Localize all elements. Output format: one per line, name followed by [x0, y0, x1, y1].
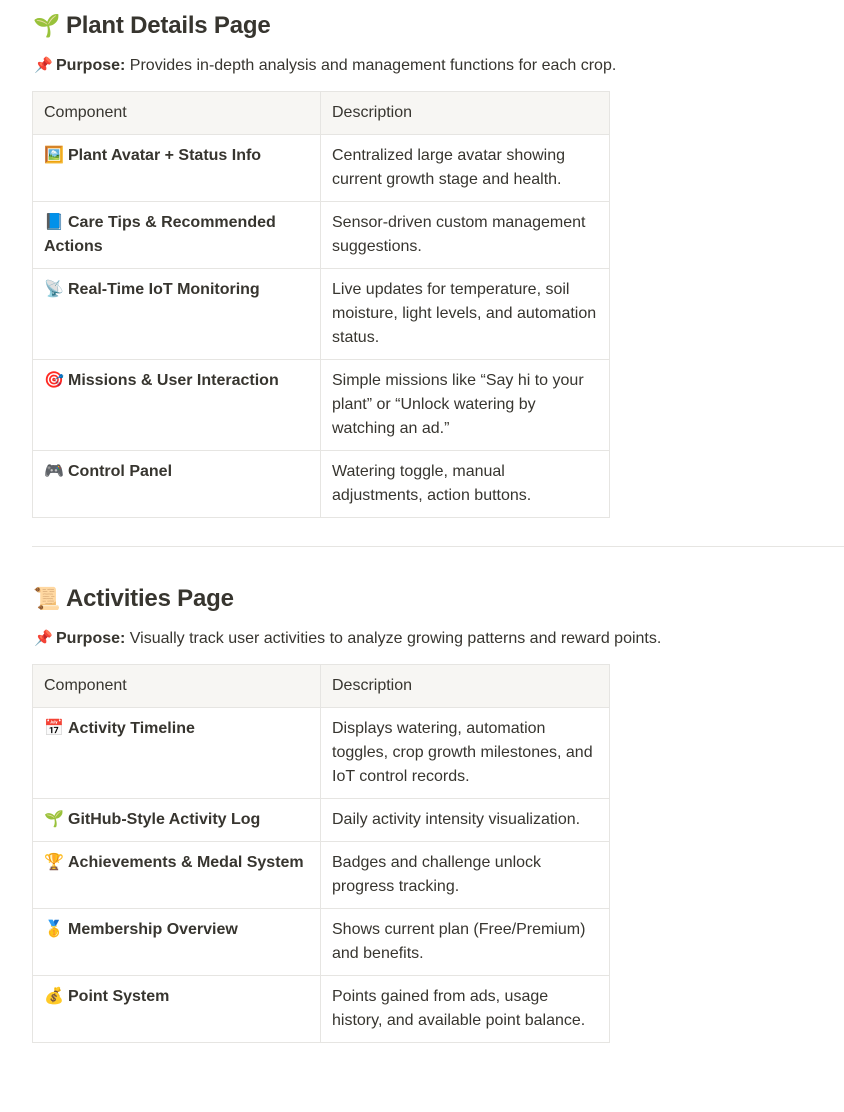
- framed-picture-icon: 🖼️: [44, 147, 64, 164]
- pushpin-icon: 📌: [34, 630, 53, 647]
- component-name: Membership Overview: [68, 921, 238, 938]
- gold-medal-icon: 🥇: [44, 921, 64, 938]
- purpose-label: Purpose:: [56, 630, 126, 647]
- description-cell: Points gained from ads, usage history, and available point balance.: [321, 976, 610, 1043]
- component-name: Care Tips & Recommended Actions: [44, 214, 276, 255]
- purpose-line: [32, 54, 844, 78]
- component-name: Activity Timeline: [68, 720, 195, 737]
- table-row: [33, 202, 610, 269]
- component-cell: [33, 135, 321, 202]
- section-title: Plant Details Page: [66, 12, 271, 39]
- seedling-icon: 🌱: [44, 811, 64, 828]
- satellite-antenna-icon: 📡: [44, 281, 64, 298]
- description-cell: Shows current plan (Free/Premium) and benefits.: [321, 909, 610, 976]
- column-header-component: Component: [33, 665, 321, 708]
- component-cell: [33, 842, 321, 909]
- description-cell: Badges and challenge unlock progress tracking.: [321, 842, 610, 909]
- seedling-icon: 🌱: [33, 13, 61, 38]
- blue-book-icon: 📘: [44, 214, 64, 231]
- component-cell: [33, 269, 321, 360]
- component-name: Missions & User Interaction: [68, 372, 279, 389]
- table-header-row: [33, 92, 610, 135]
- table-row: [33, 909, 610, 976]
- trophy-icon: 🏆: [44, 854, 64, 871]
- column-header-component: Component: [33, 92, 321, 135]
- section-heading: [33, 581, 844, 617]
- section-heading: [33, 8, 844, 44]
- components-table: [32, 664, 610, 1043]
- description-cell: Daily activity intensity visualization.: [321, 799, 610, 842]
- table-row: [33, 451, 610, 518]
- component-name: Control Panel: [68, 463, 173, 480]
- description-cell: Live updates for temperature, soil moisture, light levels, and automation status.: [321, 269, 610, 360]
- table-row: [33, 269, 610, 360]
- description-cell: Simple missions like “Say hi to your plant” or “Unlock watering by watching an ad.”: [321, 360, 610, 451]
- description-cell: Sensor-driven custom management suggestions.: [321, 202, 610, 269]
- section-title: Activities Page: [66, 585, 234, 612]
- game-controller-icon: 🎮: [44, 463, 64, 480]
- section-divider: [32, 546, 844, 547]
- purpose-text: Visually track user activities to analyze growing patterns and reward points.: [125, 630, 662, 647]
- pushpin-icon: 📌: [34, 57, 53, 74]
- description-cell: Displays watering, automation toggles, crop growth milestones, and IoT control records.: [321, 708, 610, 799]
- description-cell: Watering toggle, manual adjustments, action buttons.: [321, 451, 610, 518]
- calendar-icon: 📅: [44, 720, 64, 737]
- component-name: Point System: [68, 988, 170, 1005]
- table-row: [33, 976, 610, 1043]
- component-name: Achievements & Medal System: [68, 854, 304, 871]
- description-cell: Centralized large avatar showing current growth stage and health.: [321, 135, 610, 202]
- table-row: [33, 135, 610, 202]
- table-row: [33, 799, 610, 842]
- purpose-label: Purpose:: [56, 57, 126, 74]
- table-row: [33, 708, 610, 799]
- component-cell: [33, 976, 321, 1043]
- table-header-row: [33, 665, 610, 708]
- purpose-text: Provides in-depth analysis and management functions for each crop.: [125, 57, 617, 74]
- money-bag-icon: 💰: [44, 988, 64, 1005]
- plant-details-section: [32, 8, 844, 518]
- purpose-line: [32, 627, 844, 651]
- component-cell: [33, 799, 321, 842]
- component-cell: [33, 708, 321, 799]
- component-cell: [33, 202, 321, 269]
- component-cell: [33, 451, 321, 518]
- component-cell: [33, 909, 321, 976]
- table-row: [33, 360, 610, 451]
- component-name: GitHub-Style Activity Log: [68, 811, 261, 828]
- component-name: Plant Avatar + Status Info: [68, 147, 262, 164]
- components-table: [32, 91, 610, 518]
- column-header-description: Description: [321, 92, 610, 135]
- activities-section: [32, 581, 844, 1043]
- scroll-icon: 📜: [33, 586, 61, 611]
- component-name: Real-Time IoT Monitoring: [68, 281, 260, 298]
- target-icon: 🎯: [44, 372, 64, 389]
- component-cell: [33, 360, 321, 451]
- table-row: [33, 842, 610, 909]
- column-header-description: Description: [321, 665, 610, 708]
